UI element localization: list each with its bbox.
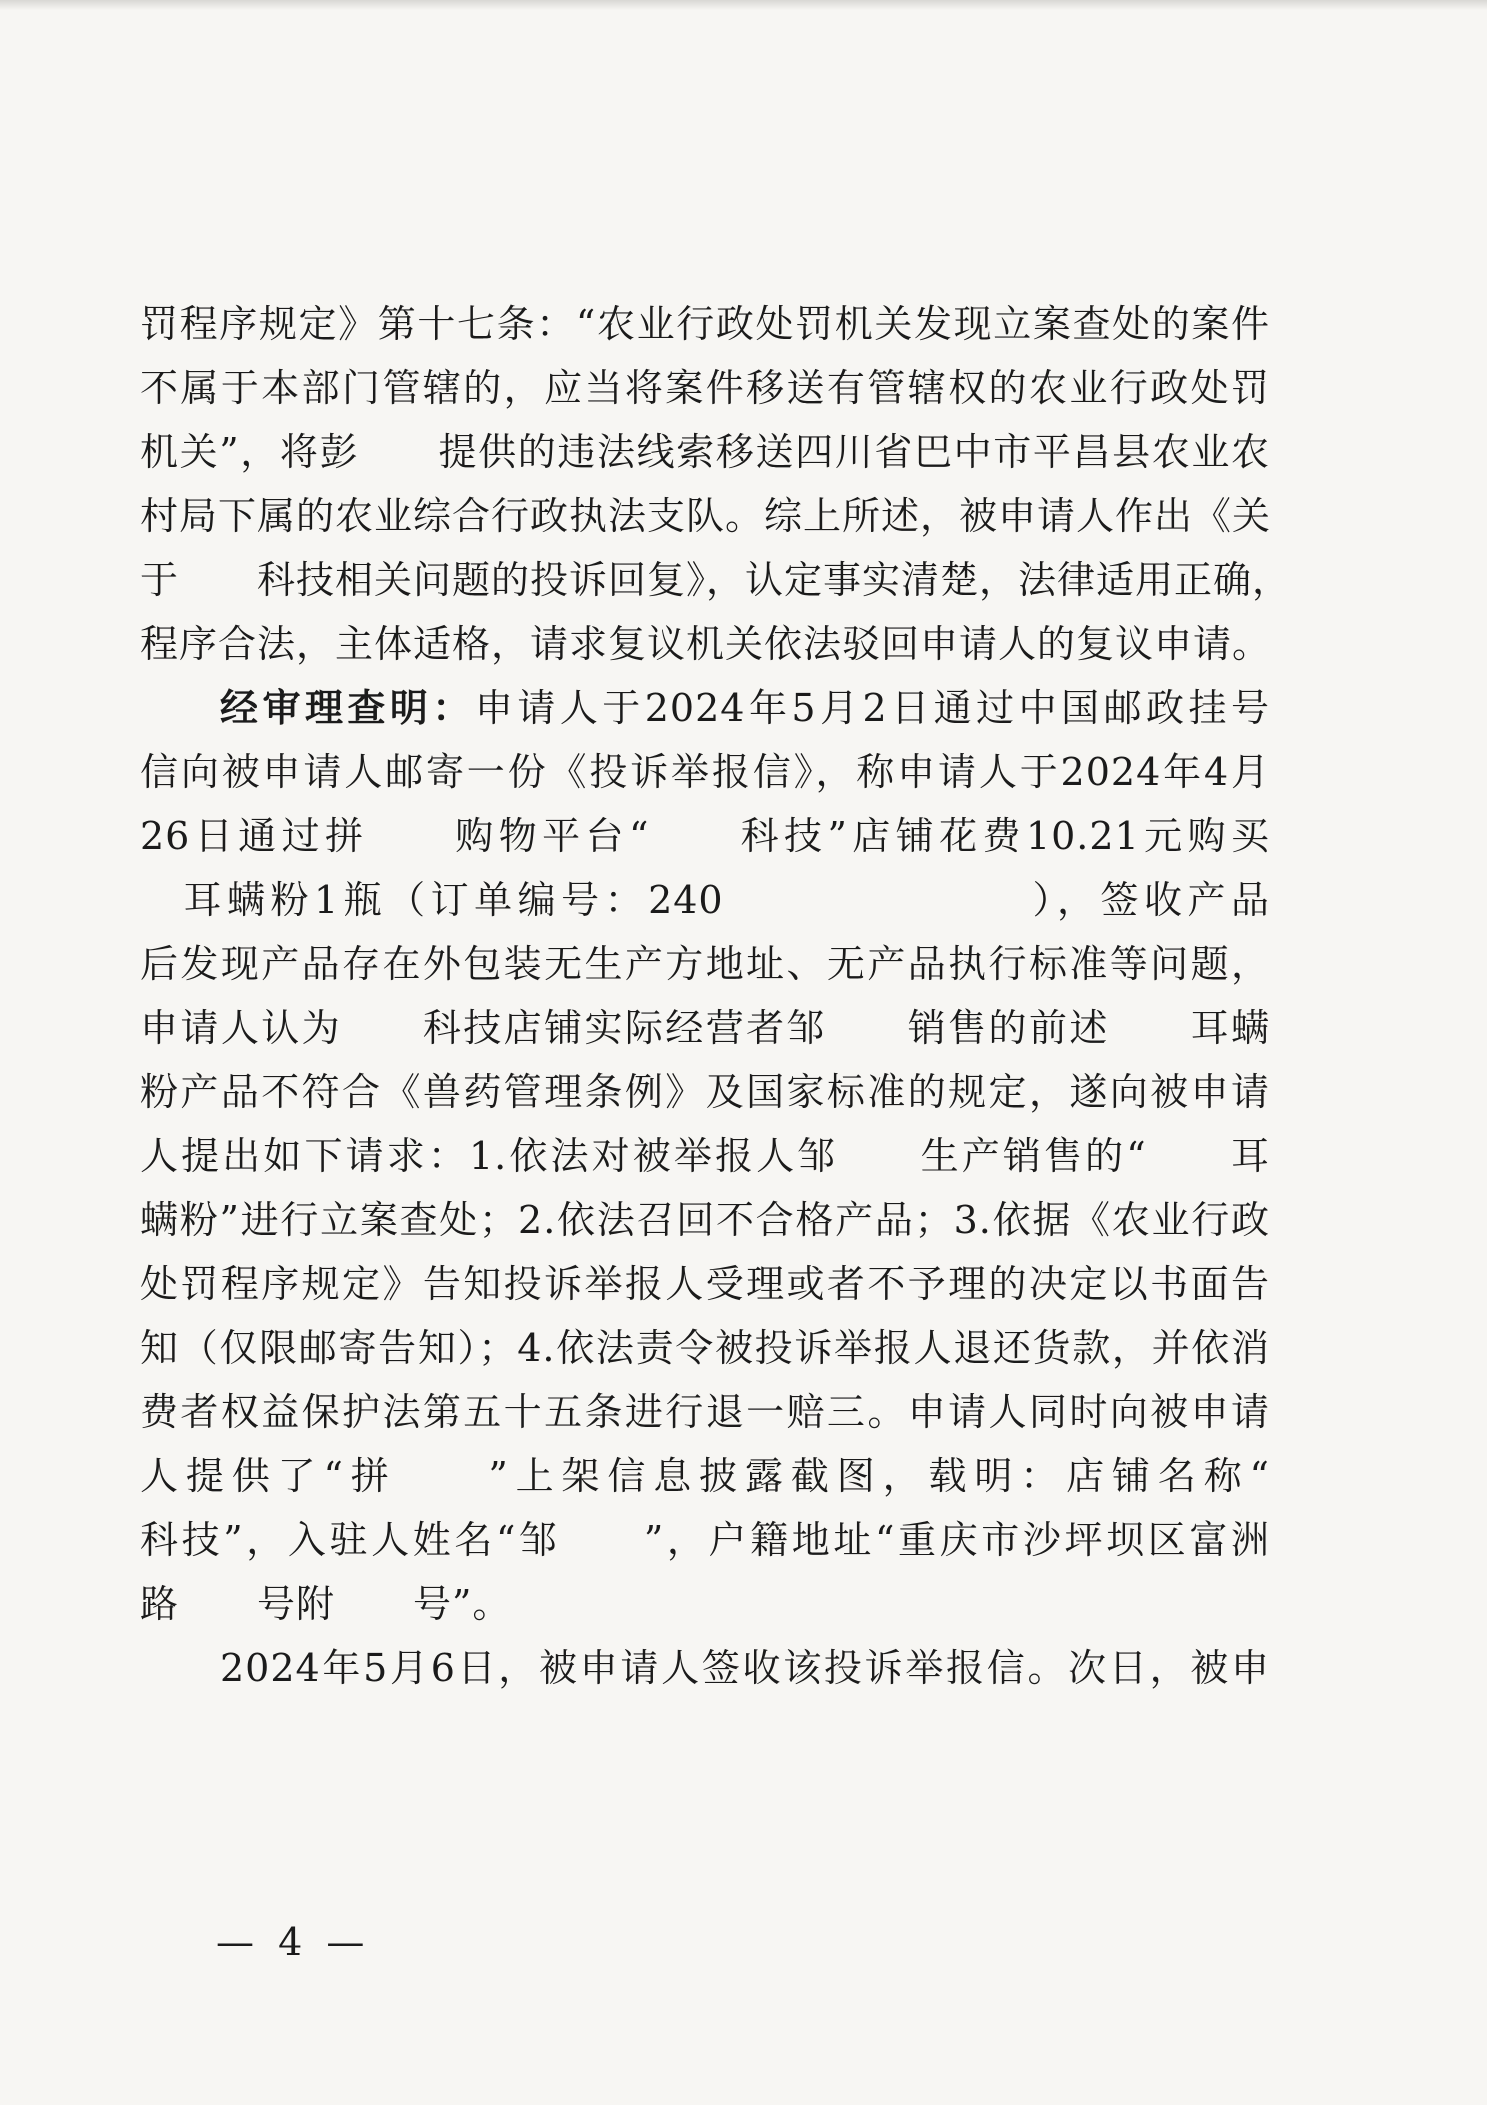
text-line: 知（仅限邮寄告知）；4.依法责令被投诉举报人退还货款，并依消 [140,1326,1270,1370]
text-line: 人提供了“拼 ”上架信息披露截图，载明：店铺名称“ [140,1454,1270,1498]
text-line: 人提出如下请求：1.依法对被举报人邹 生产销售的“ 耳 [140,1134,1270,1178]
text-line: 26日通过拼 购物平台“ 科技”店铺花费10.21元购买 [140,814,1270,858]
text-line: 科技”，入驻人姓名“邹 ”，户籍地址“重庆市沙坪坝区富洲 [140,1518,1270,1562]
paragraph-findings [140,676,1270,1636]
text-line: 处罚程序规定》告知投诉举报人受理或者不予理的决定以书面告 [140,1262,1270,1306]
text-line: 2024年5月6日，被申请人签收该投诉举报信。次日，被申 [220,1646,1270,1690]
text-line: 村局下属的农业综合行政执法支队。综上所述，被申请人作出《关 [140,494,1272,538]
page-number: — 4 — [216,1920,371,1964]
text-line: 路 号附 号”。 [140,1582,512,1626]
text-line: 后发现产品存在外包装无生产方地址、无产品执行标准等问题， [140,942,1270,986]
text-line: 罚程序规定》第十七条：“农业行政处罚机关发现立案查处的案件 [140,302,1270,346]
document-page-body [140,292,1292,1700]
text-line: 申请人认为 科技店铺实际经营者邹 销售的前述 耳螨 [140,1006,1270,1050]
text-line-rest: 申请人于2024年5月2日通过中国邮政挂号 [474,686,1270,730]
paragraph-respondent-argument [140,292,1292,676]
text-line: 费者权益保护法第五十五条进行退一赔三。申请人同时向被申请 [140,1390,1270,1434]
text-line: 于 科技相关问题的投诉回复》，认定事实清楚，法律适用正确， [140,558,1292,602]
text-line: 程序合法，主体适格，请求复议机关依法驳回申请人的复议申请。 [140,622,1272,666]
text-line: 粉产品不符合《兽药管理条例》及国家标准的规定，遂向被申请 [140,1070,1270,1114]
text-line: 不属于本部门管辖的，应当将案件移送有管辖权的农业行政处罚 [140,366,1270,410]
scan-top-edge [0,0,1487,10]
paragraph-procedure [140,1636,1270,1700]
text-line: 机关”，将彭 提供的违法线索移送四川省巴中市平昌县农业农 [140,430,1270,474]
findings-lead-heading: 经审理查明： [220,686,475,730]
text-line: 耳螨粉1瓶（订单编号：240 ），签收产品 [140,878,1270,922]
text-line-first [140,676,1270,740]
text-line: 螨粉”进行立案查处；2.依法召回不合格产品；3.依据《农业行政 [140,1198,1270,1242]
text-line: 信向被申请人邮寄一份《投诉举报信》，称申请人于2024年4月 [140,750,1270,794]
